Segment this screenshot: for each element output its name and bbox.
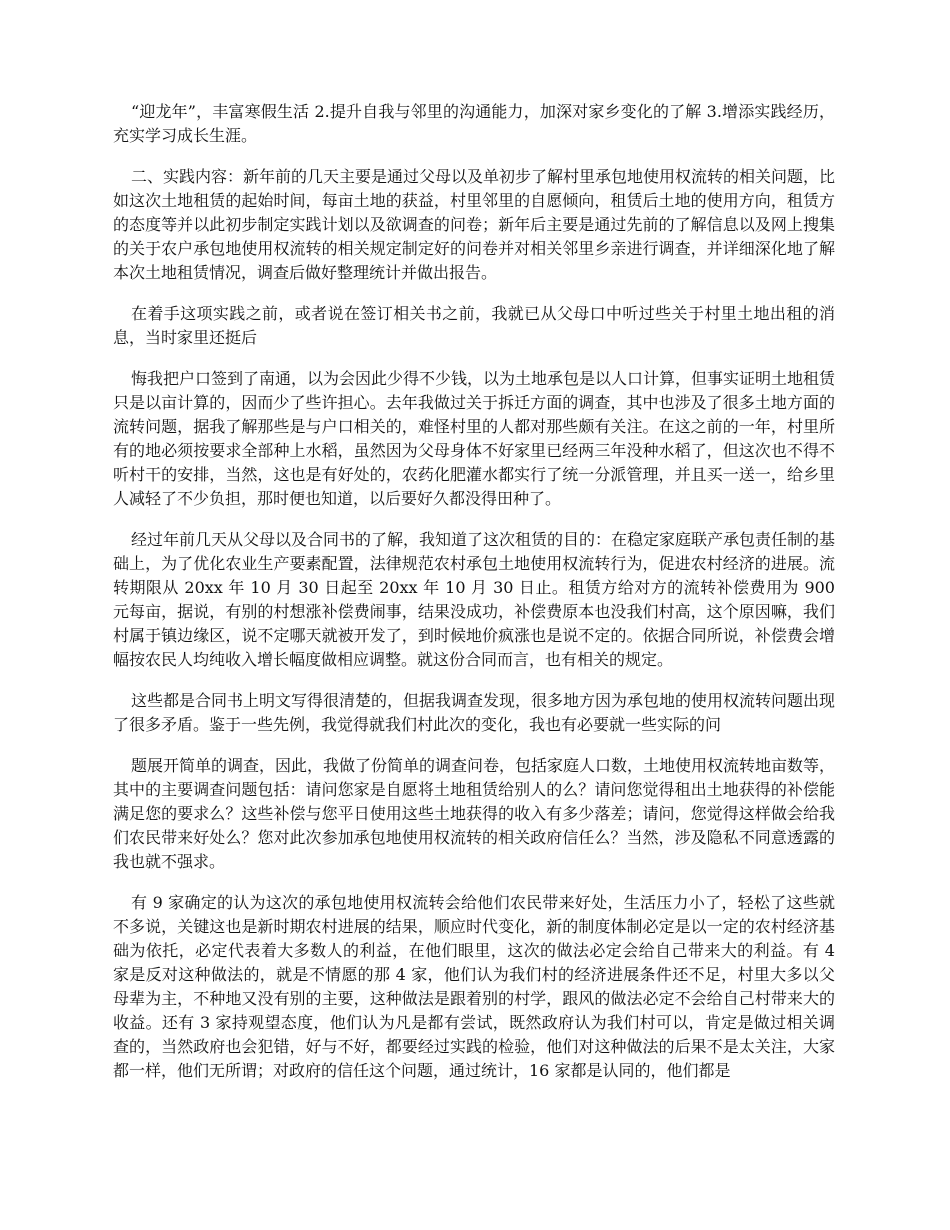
- document-page: [113, 100, 835, 1100]
- paragraph-contract-issues: 这些都是合同书上明文写得很清楚的，但据我调查发现，很多地方因为承包地的使用权流转问题出现了很多矛盾。鉴于一些先例，我觉得就我们村此次的变化，我也有必要就一些实际的问: [113, 691, 836, 734]
- paragraph-practice-content: 二、实践内容：新年前的几天主要是通过父母以及单初步了解村里承包地使用权流转的相关问题，比如这次土地租赁的起始时间，每亩土地的获益，村里邻里的自愿倾向，租赁后土地的使用方向，租赁方的态度等并以此初步制定实践计划以及欲调查的问卷；新年后主要是通过先前的了解信息以及网上搜集的关于农户承包地使用权流转的相关规定制定好的问卷并对相关邻里乡亲进行调查，并详细深化地了解本次土地租赁情况，调查后做好整理统计并做出报告。: [113, 167, 836, 282]
- paragraph-survey-results: 有 9 家确定的认为这次的承包地使用权流转会给他们农民带来好处，生活压力小了，轻松了这些就不多说，关键这也是新时期农村进展的结果，顺应时代变化，新的制度体制必定是以一定的农村经济基础为依托，必定代表着大多数人的利益，在他们眼里，这次的做法必定会给自己带来大的利益。有 4 家是反对这种做法的，就是不情愿的那 4 家，他们认为我们村的经济进展条件还不足，村里大多以父母辈为主，不种地又没有别的主要，这种做法是跟着别的村学，跟风的做法必定不会给自己村带来大的收益。还有 3 家持观望态度，他们认为凡是都有尝试，既然政府认为我们村可以，肯定是做过相关调查的，当然政府也会犯错，好与不好，都要经过实践的检验，他们对这种做法的后果不是太关注，大家都一样，他们无所谓；对政府的信任这个问题，通过统计，16 家都是认同的，他们都是: [113, 893, 835, 1080]
- paragraph-before-practice: 在着手这项实践之前，或者说在签订相关书之前，我就已从父母口中听过些关于村里土地出租的消息，当时家里还挺后: [113, 304, 835, 347]
- paragraph-household-registration: 悔我把户口签到了南通，以为会因此少得不少钱，以为土地承包是以人口计算，但事实证明土地租赁只是以亩计算的，因而少了些许担心。去年我做过关于拆迁方面的调查，其中也涉及了很多土地方面的流转问题，据我了解那些是与户口相关的，难怪村里的人都对那些颇有关注。在这之前的一年，村里所有的地必须按要求全部种上水稻，虽然因为父母身体不好家里已经两三年没种水稻了，但这次也不得不听村干的安排，当然，这也是有好处的，农药化肥灌水都实行了统一分派管理，并且买一送一，给乡里人减轻了不少负担，那时便也知道，以后要好久都没得田种了。: [113, 369, 836, 508]
- paragraph-survey: 题展开简单的调查，因此，我做了份简单的调查问卷，包括家庭人口数，土地使用权流转地亩数等，其中的主要调查问题包括：请问您家是自愿将土地租赁给别人的么？请问您觉得租出土地获得的补偿能满足您的要求么？这些补偿与您平日使用这些土地获得的收入有多少落差；请问，您觉得这样做会给我们农民带来好处么？您对此次参加承包地使用权流转的相关政府信任么？当然，涉及隐私不同意透露的我也就不强求。: [113, 756, 836, 871]
- paragraph-goals: “迎龙年”，丰富寒假生活 2.提升自我与邻里的沟通能力，加深对家乡变化的了解 3.增添实践经历，充实学习成长生涯。: [113, 102, 835, 145]
- paragraph-lease-purpose: 经过年前几天从父母以及合同书的了解，我知道了这次租赁的目的：在稳定家庭联产承包责任制的基础上，为了优化农业生产要素配置，法律规范农村承包土地使用权流转行为，促进农村经济的进展。流转期限从 20xx 年 10 月 30 日起至 20xx 年 10 月 30 日止。租赁方给对方的流转补偿费用为 900 元每亩，据说，有别的村想涨补偿费闹事，结果没成功，补偿费原本也没我们村高，这个原因嘛，我们村属于镇边缘区，说不定哪天就被开发了，到时候地价疯涨也是说不定的。依据合同所说，补偿费会增幅按农民人均纯收入增长幅度做相应调整。就这份合同而言，也有相关的规定。: [113, 530, 836, 669]
